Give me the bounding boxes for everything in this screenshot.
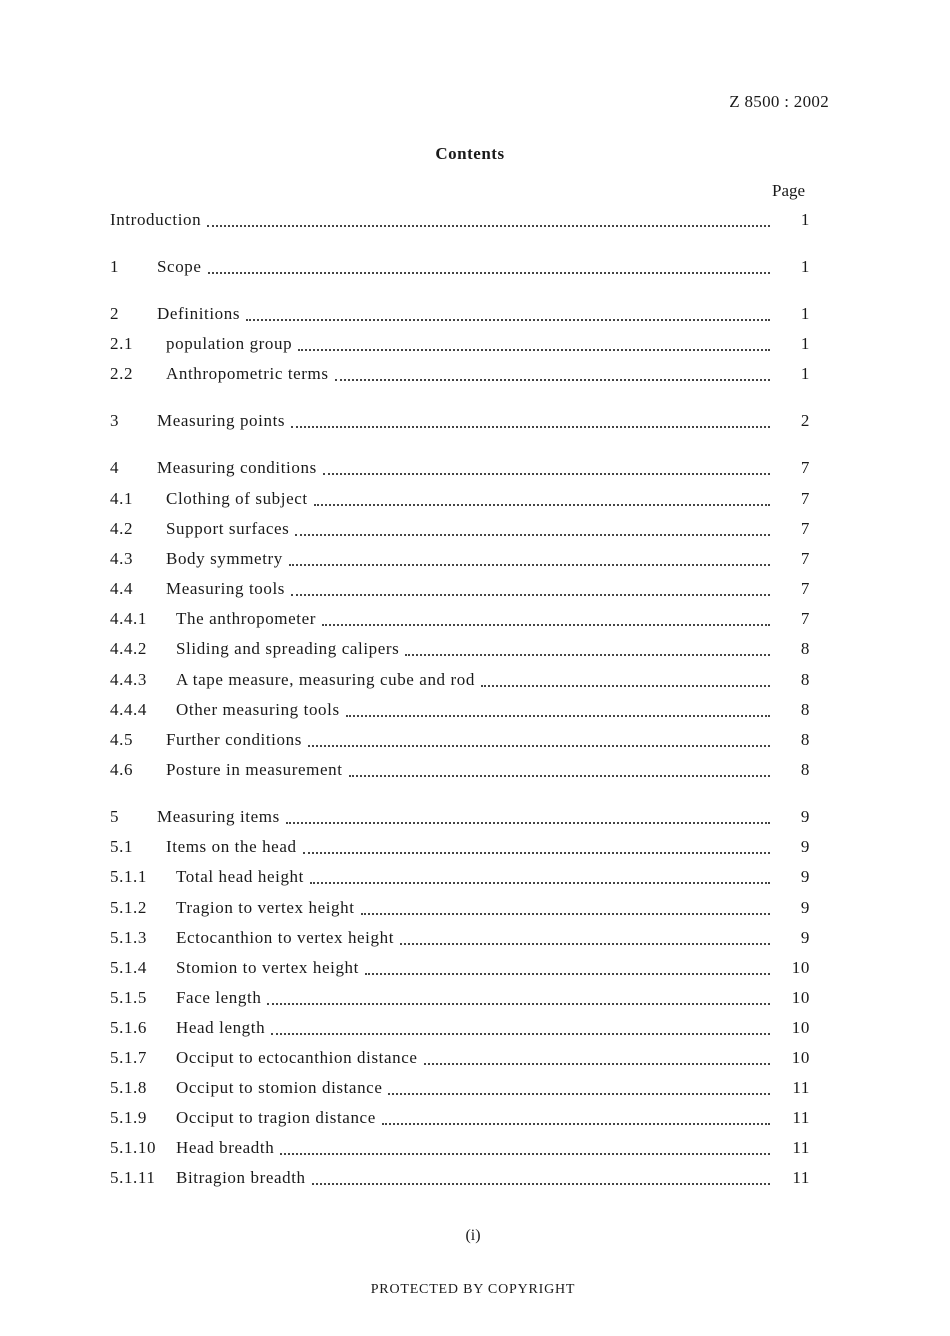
toc-entry-number: 5.1.8 — [110, 1078, 147, 1097]
toc-entry-number: 5.1 — [110, 837, 134, 856]
dot-leader — [308, 745, 770, 747]
toc-entry[interactable] — [110, 458, 810, 482]
toc-entry-number: 5.1.11 — [110, 1168, 156, 1187]
dot-leader — [295, 534, 770, 536]
toc-entry-number: 5.1.1 — [110, 867, 147, 886]
toc-entry-title: Bitragion breadth — [176, 1168, 306, 1187]
toc-entry[interactable] — [110, 1078, 810, 1102]
toc-entry-title: Definitions — [157, 304, 241, 323]
dot-leader — [365, 973, 770, 975]
dot-leader — [361, 913, 770, 915]
dot-leader — [349, 775, 770, 777]
dot-leader — [424, 1063, 770, 1065]
dot-leader — [310, 882, 770, 884]
toc-entry-page: 7 — [800, 458, 810, 477]
toc-entry-title: Posture in measurement — [166, 760, 343, 779]
toc-entry-title: Further conditions — [166, 730, 302, 749]
toc-entry[interactable] — [110, 1018, 810, 1042]
dot-leader — [382, 1123, 770, 1125]
toc-entry[interactable] — [110, 1168, 810, 1192]
toc-entry[interactable] — [110, 364, 810, 388]
toc-entry-page: 10 — [791, 958, 810, 977]
dot-leader — [314, 504, 770, 506]
toc-entry[interactable] — [110, 867, 810, 891]
toc-entry[interactable] — [110, 549, 810, 573]
dot-leader — [208, 272, 770, 274]
toc-entry-number: 4.4 — [110, 579, 134, 598]
toc-entry-number: 4.5 — [110, 730, 134, 749]
toc-entry-title: Clothing of subject — [166, 489, 308, 508]
toc-entry-number: 4.4.3 — [110, 670, 147, 689]
toc-entry-title: Occiput to ectocanthion distance — [176, 1048, 418, 1067]
toc-entry[interactable] — [110, 837, 810, 861]
copyright-notice: PROTECTED BY COPYRIGHT — [370, 1282, 576, 1297]
toc-entry-page: 8 — [800, 700, 810, 719]
dot-leader — [246, 319, 770, 321]
toc-entry[interactable] — [110, 1108, 810, 1132]
toc-entry-title: Head length — [176, 1018, 266, 1037]
toc-entry[interactable] — [110, 257, 810, 281]
toc-entry[interactable] — [110, 760, 810, 784]
toc-entry-page: 7 — [800, 609, 810, 628]
dot-leader — [303, 852, 770, 854]
dot-leader — [289, 564, 770, 566]
toc-entry-number: 4.6 — [110, 760, 134, 779]
dot-leader — [271, 1033, 770, 1035]
dot-leader — [335, 379, 770, 381]
toc-entry-title: Items on the head — [166, 837, 297, 856]
toc-entry-title: population group — [166, 334, 293, 353]
toc-entry-title: Total head height — [176, 867, 304, 886]
toc-entry-number: 5.1.4 — [110, 958, 147, 977]
dot-leader — [405, 654, 770, 656]
toc-entry-page: 7 — [800, 579, 810, 598]
toc-entry-page: 10 — [791, 1018, 810, 1037]
toc-entry-page: 11 — [792, 1168, 810, 1187]
toc-entry[interactable] — [110, 609, 810, 633]
dot-leader — [322, 624, 770, 626]
toc-entry[interactable] — [110, 988, 810, 1012]
toc-entry-title: Occiput to tragion distance — [176, 1108, 376, 1127]
toc-entry-number: 5.1.9 — [110, 1108, 147, 1127]
toc-entry-number: 2.2 — [110, 364, 134, 383]
toc-entry-title: Other measuring tools — [176, 700, 340, 719]
toc-entry[interactable] — [110, 304, 810, 328]
toc-entry-number: 5.1.6 — [110, 1018, 147, 1037]
dot-leader — [400, 943, 770, 945]
toc-entry[interactable] — [110, 670, 810, 694]
toc-entry[interactable] — [110, 210, 810, 234]
toc-entry-title: Measuring items — [157, 807, 280, 826]
toc-entry[interactable] — [110, 807, 810, 831]
toc-entry-number: 5 — [110, 807, 120, 826]
toc-entry-page: 9 — [800, 928, 810, 947]
toc-entry-title: Head breadth — [176, 1138, 275, 1157]
toc-entry-number: 4.2 — [110, 519, 134, 538]
toc-entry[interactable] — [110, 1138, 810, 1162]
dot-leader — [323, 473, 770, 475]
toc-entry-title: A tape measure, measuring cube and rod — [176, 670, 475, 689]
toc-entry-title: Occiput to stomion distance — [176, 1078, 383, 1097]
dot-leader — [286, 822, 770, 824]
toc-entry-title: Measuring tools — [166, 579, 286, 598]
toc-entry-title: Anthropometric terms — [166, 364, 329, 383]
dot-leader — [312, 1183, 770, 1185]
toc-entry-number: 4 — [110, 458, 120, 477]
dot-leader — [291, 594, 770, 596]
toc-entry-page: 9 — [800, 867, 810, 886]
toc-entry-number: 4.4.4 — [110, 700, 147, 719]
toc-entry[interactable] — [110, 519, 810, 543]
dot-leader — [346, 715, 770, 717]
toc-entry-page: 8 — [800, 639, 810, 658]
page-column-label: Page — [772, 181, 806, 200]
toc-entry-title: Tragion to vertex height — [176, 898, 355, 917]
document-id: Z 8500 : 2002 — [729, 92, 829, 111]
toc-entry-page: 2 — [800, 411, 810, 430]
toc-entry-title: Support surfaces — [166, 519, 290, 538]
toc-entry-number: 4.3 — [110, 549, 134, 568]
toc-entry[interactable] — [110, 730, 810, 754]
toc-entry-number: 5.1.3 — [110, 928, 147, 947]
toc-entry-number: 4.4.2 — [110, 639, 147, 658]
toc-entry-page: 11 — [792, 1108, 810, 1127]
toc-entry[interactable] — [110, 489, 810, 513]
toc-entry-title: Body symmetry — [166, 549, 283, 568]
toc-entry-number: 2 — [110, 304, 120, 323]
toc-entry-page: 1 — [800, 334, 810, 353]
toc-entry-page: 9 — [800, 807, 810, 826]
toc-entry-page: 7 — [800, 489, 810, 508]
dot-leader — [207, 225, 770, 227]
toc-entry-page: 10 — [791, 988, 810, 1007]
toc-entry-number: 5.1.5 — [110, 988, 147, 1007]
toc-entry-page: 7 — [800, 549, 810, 568]
dot-leader — [481, 685, 770, 687]
toc-entry[interactable] — [110, 639, 810, 663]
toc-entry-number: 5.1.2 — [110, 898, 147, 917]
toc-entry-number: 5.1.7 — [110, 1048, 147, 1067]
toc-entry[interactable] — [110, 411, 810, 435]
toc-entry-title: Sliding and spreading calipers — [176, 639, 400, 658]
toc-entry-page: 7 — [800, 519, 810, 538]
toc-entry-title: Stomion to vertex height — [176, 958, 359, 977]
toc-entry[interactable] — [110, 928, 810, 952]
toc-entry-page: 8 — [800, 730, 810, 749]
toc-entry-page: 11 — [792, 1078, 810, 1097]
toc-entry-page: 1 — [800, 364, 810, 383]
toc-entry[interactable] — [110, 958, 810, 982]
toc-entry-number: 2.1 — [110, 334, 134, 353]
toc-entry-number: 3 — [110, 411, 120, 430]
dot-leader — [267, 1003, 770, 1005]
toc-entry-title: The anthropometer — [176, 609, 317, 628]
toc-entry-page: 8 — [800, 670, 810, 689]
toc-entry-page: 8 — [800, 760, 810, 779]
toc-entry[interactable] — [110, 898, 810, 922]
toc-entry-number: 4.1 — [110, 489, 134, 508]
toc-entry-number: 5.1.10 — [110, 1138, 157, 1157]
toc-entry-page: 10 — [791, 1048, 810, 1067]
toc-entry-title: Introduction — [110, 210, 202, 229]
toc-entry-title: Ectocanthion to vertex height — [176, 928, 395, 947]
contents-title: Contents — [435, 144, 505, 163]
toc-entry-title: Scope — [157, 257, 202, 276]
toc-entry-title: Measuring conditions — [157, 458, 317, 477]
toc-entry-number: 1 — [110, 257, 120, 276]
toc-entry-page: 9 — [800, 898, 810, 917]
toc-entry[interactable] — [110, 334, 810, 358]
toc-entry[interactable] — [110, 1048, 810, 1072]
dot-leader — [298, 349, 770, 351]
toc-entry-title: Measuring points — [157, 411, 286, 430]
toc-entry-page: 1 — [800, 210, 810, 229]
toc-entry-page: 1 — [800, 257, 810, 276]
toc-entry-page: 9 — [800, 837, 810, 856]
dot-leader — [280, 1153, 770, 1155]
toc-entry-title: Face length — [176, 988, 262, 1007]
dot-leader — [388, 1093, 770, 1095]
toc-entry-number: 4.4.1 — [110, 609, 147, 628]
toc-entry-page: 1 — [800, 304, 810, 323]
toc-entry[interactable] — [110, 700, 810, 724]
toc-entry-page: 11 — [792, 1138, 810, 1157]
dot-leader — [291, 426, 770, 428]
footer-page-number: (i) — [465, 1227, 481, 1244]
toc-entry[interactable] — [110, 579, 810, 603]
